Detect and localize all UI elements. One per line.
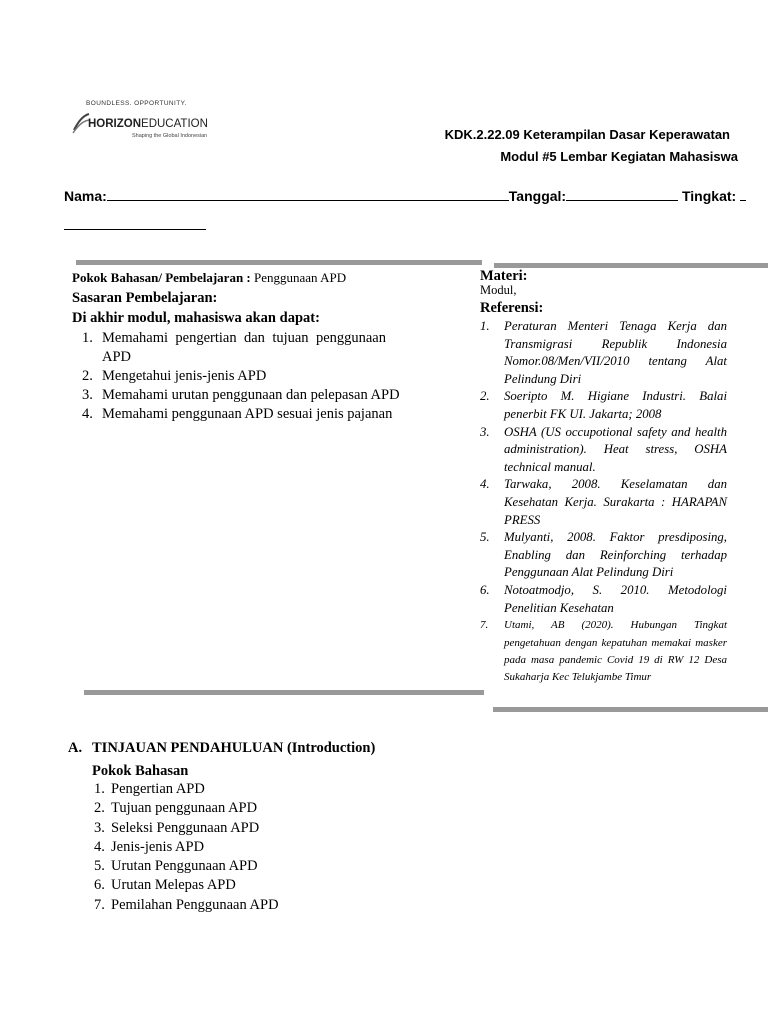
- logo-subtitle: Shaping the Global Indonesian: [132, 133, 208, 139]
- topic-item: 7. Pemilahan Penggunaan APD: [94, 896, 279, 913]
- reference-item: 3. OSHA (US occupotional safety and health administration). Heat stress, OSHA technical manual.: [480, 424, 727, 474]
- reference-item: 7. Utami, AB (2020). Hubungan Tingkat pengetahuan dengan kepatuhan memakai masker pada masa pandemic Covid 19 di RW 12 Desa Sukaharja Kec Telukjambe Timur: [480, 619, 727, 684]
- reference-item: 2. Soeripto M. Higiane Industri. Balai penerbit FK UI. Jakarta; 2008: [480, 389, 727, 421]
- materials-panel: [480, 268, 727, 687]
- referensi-heading: Referensi:: [480, 300, 544, 316]
- goal-item: 3. Memahami urutan penggunaan dan pelepasan APD: [82, 387, 400, 403]
- topic-item: 1. Pengertian APD: [94, 781, 205, 797]
- pokok-bahasan-heading: Pokok Bahasan: [92, 763, 189, 779]
- goal-item: 4. Memahami penggunaan APD sesuai jenis pajanan: [82, 406, 393, 422]
- pokok-bahasan: Pokok Bahasan/ Pembelajaran : Penggunaan APD: [72, 270, 347, 285]
- goal-item: 2. Mengetahui jenis-jenis APD: [82, 368, 267, 384]
- nama-label: Nama:: [64, 188, 107, 204]
- topics-list: [68, 780, 375, 915]
- learning-objectives-panel: [72, 270, 412, 424]
- topic-item: 5. Urutan Penggunaan APD: [94, 858, 258, 875]
- section-a: [68, 740, 375, 915]
- topic-item: 3. Seleksi Penggunaan APD: [94, 819, 260, 836]
- logo-tagline: BOUNDLESS. OPPORTUNITY.: [86, 100, 187, 107]
- goal-item: 1. Memahami pengertian dan tujuan penggunaan APD: [82, 330, 386, 365]
- goals-list: [72, 329, 412, 424]
- tanggal-label: Tanggal:: [508, 188, 567, 204]
- tingkat-field[interactable]: [740, 187, 746, 201]
- tanggal-field[interactable]: [566, 187, 678, 201]
- nama-field[interactable]: [107, 187, 509, 201]
- reference-item: 1. Peraturan Menteri Tenaga Kerja dan Transmigrasi Republik Indonesia Nomor.08/Men/VII/2010 tentang Alat Pelindung Diri: [480, 319, 727, 386]
- materi-value: Modul,: [480, 283, 517, 297]
- horizon-education-logo: [72, 100, 232, 152]
- topic-item: 2. Tujuan penggunaan APD: [94, 800, 258, 817]
- materi-heading: Materi:: [480, 268, 528, 284]
- tingkat-field-continuation[interactable]: [64, 229, 206, 230]
- topic-item: 6. Urutan Melepas APD: [94, 877, 236, 894]
- student-info-line: [64, 187, 746, 204]
- right-box-bottom-bar: [493, 707, 768, 712]
- tingkat-label: Tingkat:: [681, 188, 737, 204]
- section-a-title: A. TINJAUAN PENDAHULUAN (Introduction): [68, 740, 376, 756]
- topic-item: 4. Jenis-jenis APD: [94, 838, 205, 855]
- logo-name: HORIZONEDUCATION: [88, 118, 208, 130]
- akhir-modul-heading: Di akhir modul, mahasiswa akan dapat:: [72, 310, 320, 326]
- course-code: KDK.2.22.09 Keterampilan Dasar Keperawatan: [444, 127, 730, 142]
- module-title: Modul #5 Lembar Kegiatan Mahasiswa: [500, 149, 738, 164]
- reference-item: 4. Tarwaka, 2008. Keselamatan dan Kesehatan Kerja. Surakarta : HARAPAN PRESS: [480, 477, 727, 527]
- reference-item: 6. Notoatmodjo, S. 2010. Metodologi Penelitian Kesehatan: [480, 582, 727, 615]
- left-box-bottom-bar: [84, 690, 484, 695]
- sasaran-heading: Sasaran Pembelajaran:: [72, 290, 218, 306]
- left-box-top-bar: [76, 260, 482, 265]
- references-list: [480, 318, 727, 687]
- reference-item: 5. Mulyanti, 2008. Faktor presdiposing, Enabling dan Reinforching terhadap Penggunaan Alat Pelindung Diri: [480, 530, 727, 580]
